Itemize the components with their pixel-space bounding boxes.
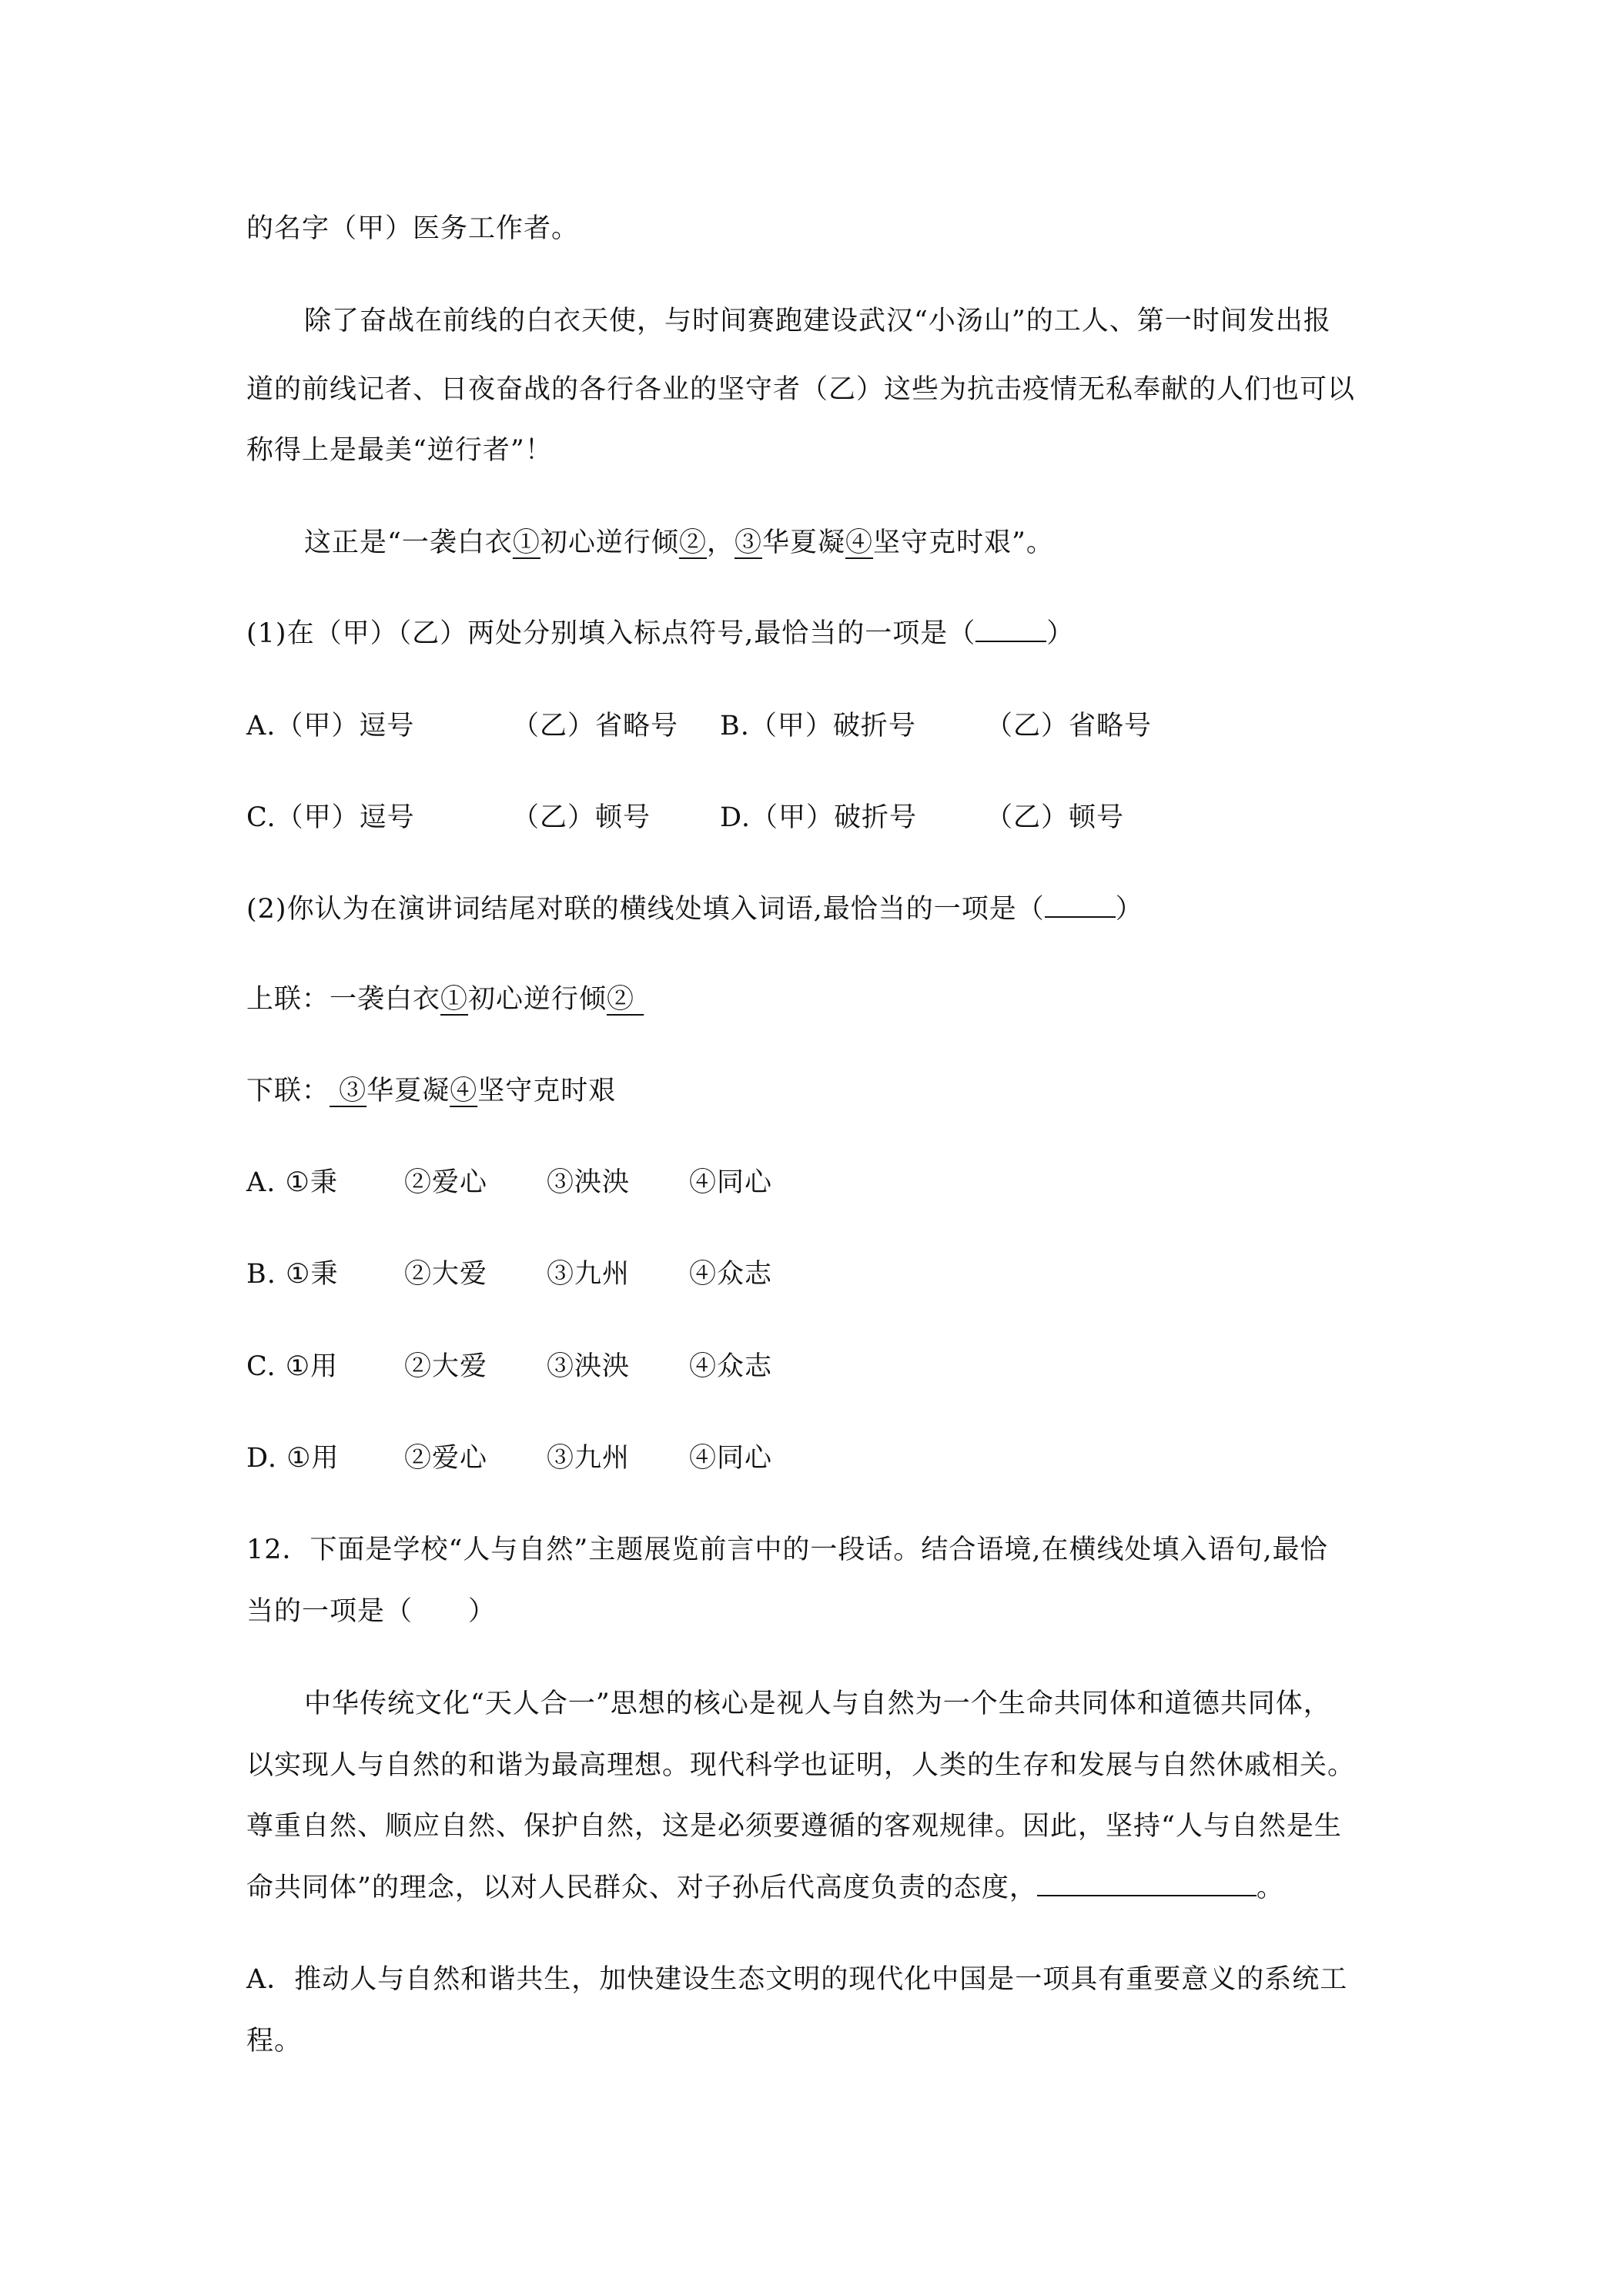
option-a-line: A．推动人与自然和谐共生，加快建设生态文明的现代化中国是一项具有重要意义的系统工 — [246, 1964, 1348, 1995]
option-part: ②爱心 — [404, 1443, 488, 1474]
couplet-text: 下联： — [246, 1076, 330, 1106]
option-a-line: 程。 — [246, 2026, 303, 2057]
text-segment: ， — [706, 527, 735, 558]
question-1-options-row — [246, 798, 1124, 837]
couplet-text: 上联：一袭白衣 — [246, 984, 441, 1015]
blank-3: ③ — [339, 1076, 367, 1106]
passage-line: 以实现人与自然的和谐为最高理想。现代科学也证明，人类的生存和发展与自然休戚相关。 — [246, 1750, 1356, 1781]
question-1-stem — [246, 614, 1074, 653]
option: D.（甲）破折号 — [720, 802, 917, 833]
option-part: ②大爱 — [404, 1259, 488, 1290]
answer-blank — [1045, 890, 1116, 918]
question-2-option — [246, 1347, 772, 1386]
option-part: A. ①秉 — [246, 1167, 338, 1198]
option: A.（甲）逗号 — [246, 711, 415, 741]
couplet-text: 坚守克时艰 — [477, 1076, 617, 1106]
option-part: ④同心 — [689, 1167, 773, 1198]
answer-blank — [1037, 1869, 1257, 1896]
text-segment: 华夏凝 — [761, 527, 845, 558]
option: （乙）顿号 — [986, 802, 1125, 833]
paragraph-line: 道的前线记者、日夜奋战的各行各业的坚守者（乙）这些为抗击疫情无私奉献的人们也可以 — [246, 374, 1356, 405]
blank-3: ③ — [734, 527, 762, 558]
blank-4: ④ — [845, 527, 874, 558]
passage-text: 。 — [1256, 1873, 1284, 1903]
question-12-line: 12．下面是学校“人与自然”主题展览前言中的一段话。结合语境,在横线处填入语句,最恰 — [246, 1535, 1328, 1565]
option-part: ③泱泱 — [547, 1351, 631, 1382]
option-part: ③九州 — [547, 1259, 631, 1290]
passage-line: 尊重自然、顺应自然、保护自然，这是必须要遵循的客观规律。因此，坚持“人与自然是生 — [246, 1811, 1342, 1842]
option-part: ③泱泱 — [547, 1167, 631, 1198]
question-1-options-row — [246, 707, 1152, 745]
option-part: C. ①用 — [246, 1351, 339, 1382]
text-segment: 坚守克时艰”。 — [873, 527, 1054, 558]
question-2-option — [246, 1439, 772, 1478]
option-part: ④众志 — [689, 1259, 773, 1290]
text-segment: 初心逆行倾 — [540, 527, 679, 558]
text-segment: 这正是“一袭白衣 — [304, 527, 513, 558]
paragraph-line: 除了奋战在前线的白衣天使，与时间赛跑建设武汉“小汤山”的工人、第一时间发出报 — [304, 306, 1331, 336]
blank-4: ④ — [450, 1076, 478, 1106]
option: （乙）顿号 — [512, 802, 651, 833]
option: （乙）省略号 — [512, 711, 679, 741]
passage-line: 中华传统文化“天人合一”思想的核心是视人与自然为一个生命共同体和道德共同体， — [304, 1689, 1331, 1719]
blank-1: ① — [440, 984, 469, 1015]
option: B.（甲）破折号 — [720, 711, 916, 741]
option-part: ②大爱 — [404, 1351, 488, 1382]
question-text: ） — [1115, 894, 1143, 925]
question-12-line: 当的一项是（ ） — [246, 1596, 497, 1627]
passage-text: 命共同体”的理念，以对人民群众、对子孙后代高度负责的态度， — [246, 1873, 1037, 1903]
question-2-option — [246, 1163, 772, 1202]
passage-line — [246, 1869, 1284, 1907]
couplet-text: 华夏凝 — [366, 1076, 450, 1106]
couplet-lower — [246, 1072, 616, 1110]
question-text: ） — [1046, 618, 1075, 649]
question-2-stem — [246, 890, 1143, 929]
blank-2: ② — [607, 984, 635, 1015]
question-2-option — [246, 1255, 772, 1294]
option-part: ④同心 — [689, 1443, 773, 1474]
couplet-sentence — [304, 524, 1054, 562]
couplet-upper — [246, 980, 644, 1019]
answer-blank — [975, 614, 1046, 642]
paragraph-tail: 的名字（甲）医务工作者。 — [246, 213, 580, 244]
option-part: D. ①用 — [246, 1443, 340, 1474]
option: C.（甲）逗号 — [246, 802, 415, 833]
option-part: ④众志 — [689, 1351, 773, 1382]
couplet-text: 初心逆行倾 — [468, 984, 607, 1015]
option-part: ②爱心 — [404, 1167, 488, 1198]
blank-1: ① — [512, 527, 540, 558]
option: （乙）省略号 — [986, 711, 1153, 741]
blank-2: ② — [678, 527, 707, 558]
option-part: ③九州 — [547, 1443, 631, 1474]
option-part: B. ①秉 — [246, 1259, 339, 1290]
question-text: (1)在（甲）（乙）两处分别填入标点符号,最恰当的一项是（ — [246, 618, 976, 649]
paragraph-line: 称得上是最美“逆行者”！ — [246, 435, 553, 466]
question-text: (2)你认为在演讲词结尾对联的横线处填入词语,最恰当的一项是（ — [246, 894, 1045, 925]
